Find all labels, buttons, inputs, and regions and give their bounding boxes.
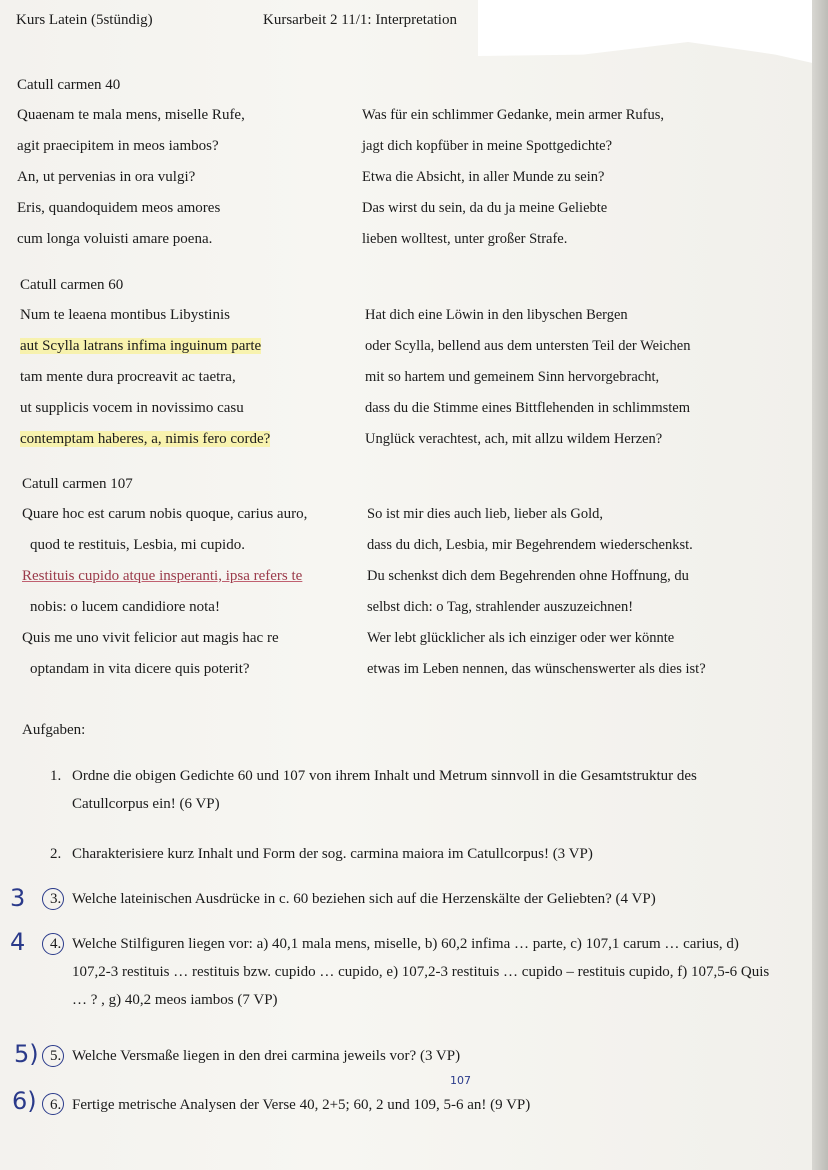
highlighted-text: contemptam haberes, a, nimis fero corde?: [20, 431, 271, 447]
pen-circle: [42, 1045, 64, 1067]
poem-60-latin: [20, 270, 270, 455]
task-text: Fertige metrische Analysen der Verse 40, 2+5; 60, 2 und 109, 5-6 an! (9 VP): [72, 1097, 531, 1113]
handwritten-number: 6): [12, 1087, 37, 1115]
task-text: Welche lateinischen Ausdrücke in c. 60 beziehen sich auf die Herzenskälte der Geliebten? (4 VP): [72, 891, 656, 907]
german-line: Wer lebt glücklicher als ich einziger oder wer könnte: [367, 630, 675, 646]
task-item: [50, 762, 780, 818]
task-number: 5.: [50, 1048, 62, 1064]
latin-line: optandam in vita dicere quis poterit?: [30, 661, 250, 677]
handwritten-correction: 107: [450, 1074, 471, 1087]
german-line: etwas im Leben nennen, das wünschenswerter als dies ist?: [367, 661, 706, 677]
handwritten-number: 5): [14, 1040, 39, 1068]
german-line: Was für ein schlimmer Gedanke, mein armer Rufus,: [362, 107, 665, 123]
task-text: Welche Versmaße liegen in den drei carmina jeweils vor? (3 VP): [72, 1048, 461, 1064]
task-number: 3.: [50, 891, 62, 907]
latin-line: nobis: o lucem candidiore nota!: [30, 599, 220, 615]
latin-line: Quaenam te mala mens, miselle Rufe,: [17, 107, 245, 123]
task-item: [50, 885, 780, 913]
latin-line: tam mente dura procreavit ac taetra,: [20, 369, 236, 385]
latin-line: Quare hoc est carum nobis quoque, carius auro,: [22, 506, 308, 522]
exam-title: Kursarbeit 2 11/1: Interpretation: [263, 12, 457, 28]
page-edge-shadow: [812, 0, 828, 1170]
latin-line: Restituis cupido atque insperanti, ipsa refers te: [22, 568, 303, 584]
german-line: So ist mir dies auch lieb, lieber als Gold,: [367, 506, 603, 522]
tasks-heading: Aufgaben:: [22, 722, 86, 738]
latin-line: quod te restituis, Lesbia, mi cupido.: [30, 537, 245, 553]
german-line: lieben wolltest, unter großer Strafe.: [362, 231, 568, 247]
poem-107-german: [367, 469, 706, 685]
german-line: Etwa die Absicht, in aller Munde zu sein?: [362, 169, 605, 185]
task-number: 6.: [50, 1097, 62, 1113]
task-text: Ordne die obigen Gedichte 60 und 107 von ihrem Inhalt und Metrum sinnvoll in die Gesamtstruktur des Catullcorpus ein! (6 VP): [72, 768, 697, 812]
german-line: dass du dich, Lesbia, mir Begehrendem wiederschenkst.: [367, 537, 693, 553]
handwritten-number: 4: [10, 928, 26, 956]
latin-line: [20, 424, 270, 455]
german-line: dass du die Stimme eines Bittflehenden in schlimmstem: [365, 400, 690, 416]
task-text: Charakterisiere kurz Inhalt und Form der sog. carmina maiora im Catullcorpus! (3 VP): [72, 846, 593, 862]
pen-circle: [42, 888, 64, 910]
course-header: Kurs Latein (5stündig): [16, 12, 153, 28]
latin-line: Eris, quandoquidem meos amores: [17, 200, 221, 216]
task-number: 2.: [50, 846, 62, 862]
poem-title: Catull carmen 107: [22, 476, 133, 492]
poem-title: Catull carmen 40: [17, 77, 121, 93]
task-text: Welche Stilfiguren liegen vor: a) 40,1 mala mens, miselle, b) 60,2 infima … parte, c) 107,1 carum … carius, d) 107,2-3 restituis … restituis bzw. cupido … cupido, e) 107,2-3 restituis … cupido – restituis cupido, f) 107,5-6 Quis … ? , g) 40,2 meos iambos (7 VP): [72, 936, 770, 1008]
poem-title: Catull carmen 60: [20, 277, 124, 293]
latin-line: An, ut pervenias in ora vulgi?: [17, 169, 196, 185]
task-item: [50, 840, 780, 868]
latin-line: cum longa voluisti amare poena.: [17, 231, 213, 247]
latin-line: Num te leaena montibus Libystinis: [20, 307, 230, 323]
task-number: 4.: [50, 936, 62, 952]
german-line: Unglück verachtest, ach, mit allzu wildem Herzen?: [365, 431, 663, 447]
poem-60-german: [365, 270, 690, 455]
german-line: oder Scylla, bellend aus dem untersten Teil der Weichen: [365, 338, 691, 354]
task-item: [50, 1091, 780, 1119]
task-item: [50, 930, 780, 1014]
german-line: selbst dich: o Tag, strahlender auszuzeichnen!: [367, 599, 634, 615]
german-line: mit so hartem und gemeinem Sinn hervorgebracht,: [365, 369, 660, 385]
task-item: [50, 1042, 780, 1070]
handwritten-number: 3: [10, 884, 26, 912]
poem-107-latin: [22, 469, 307, 685]
latin-line: agit praecipitem in meos iambos?: [17, 138, 219, 154]
poem-40-latin: [17, 70, 245, 255]
german-line: jagt dich kopfüber in meine Spottgedichte?: [362, 138, 613, 154]
latin-line: Quis me uno vivit felicior aut magis hac re: [22, 630, 279, 646]
german-line: Hat dich eine Löwin in den libyschen Bergen: [365, 307, 628, 323]
task-number: 1.: [50, 768, 62, 784]
german-line: Du schenkst dich dem Begehrenden ohne Hoffnung, du: [367, 568, 689, 584]
latin-line: ut supplicis vocem in novissimo casu: [20, 400, 244, 416]
pen-circle: [42, 1093, 64, 1115]
german-line: Das wirst du sein, da du ja meine Geliebte: [362, 200, 608, 216]
latin-line: [20, 331, 270, 362]
pen-circle: [42, 933, 64, 955]
highlighted-text: aut Scylla latrans infima inguinum parte: [20, 338, 262, 354]
poem-40-german: [362, 70, 664, 255]
